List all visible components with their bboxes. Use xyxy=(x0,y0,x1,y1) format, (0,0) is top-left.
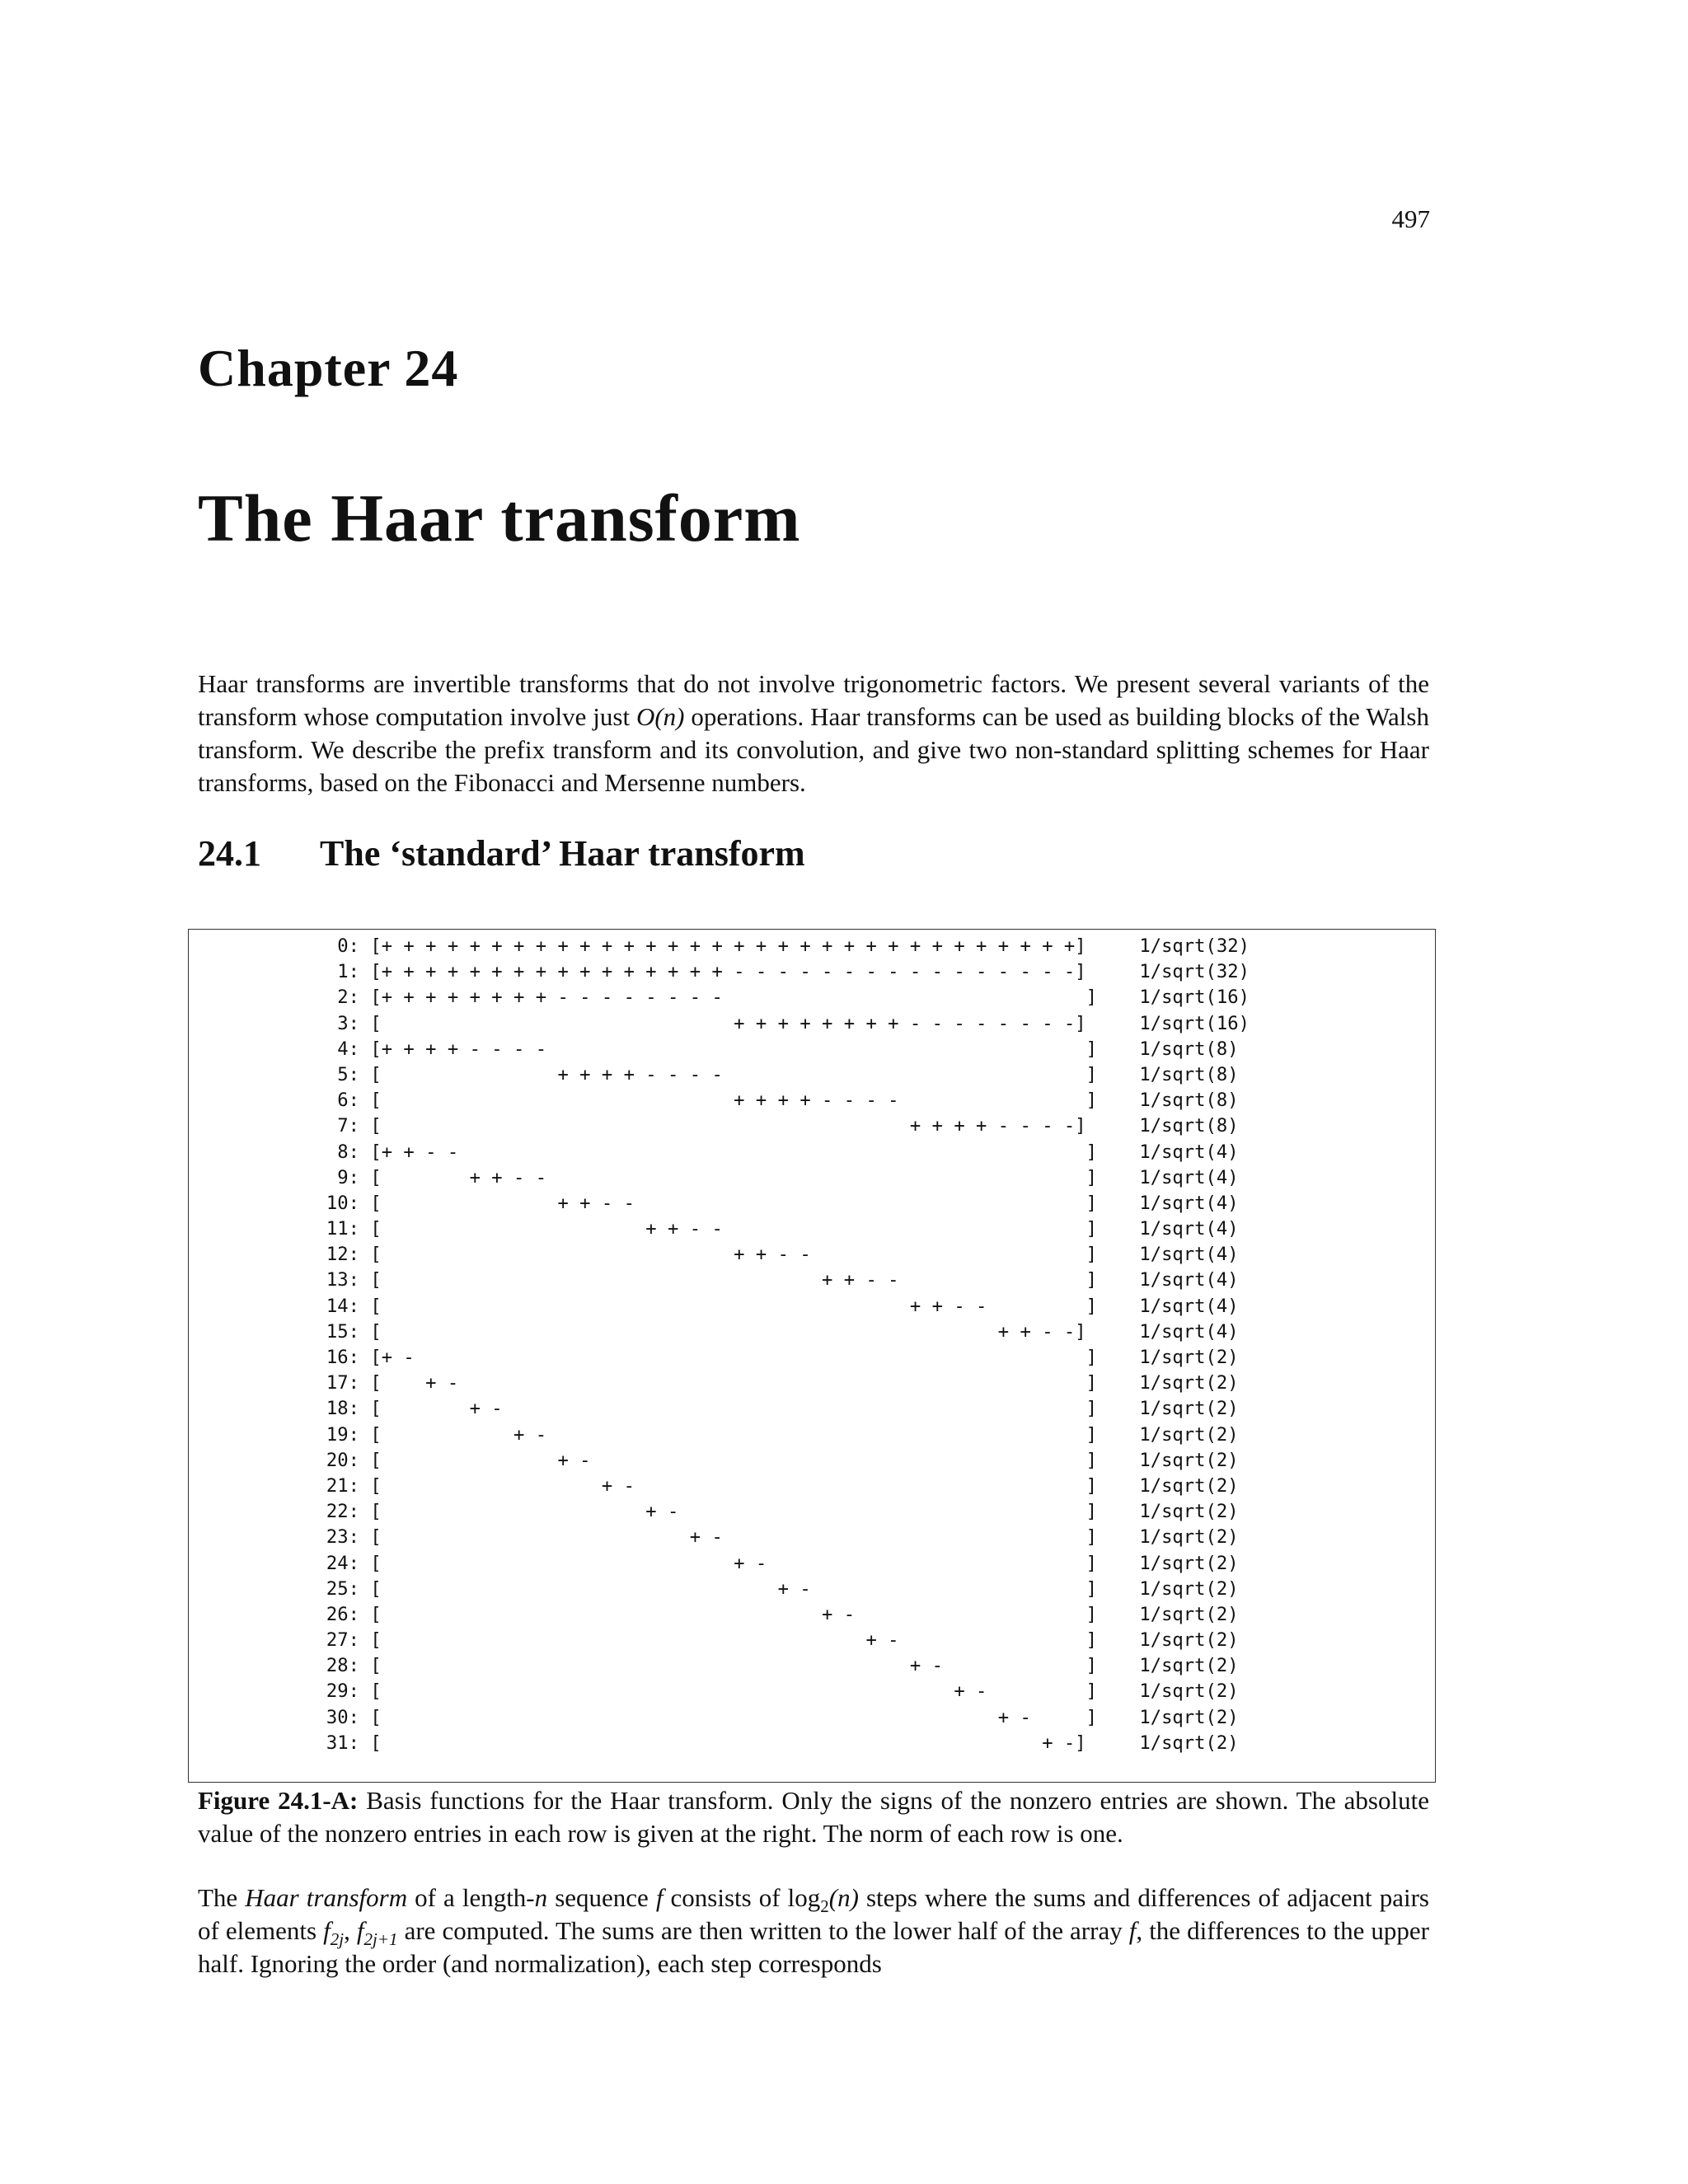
row-signs: [ + - ] xyxy=(370,1526,1097,1549)
row-index: 23: xyxy=(326,1526,359,1549)
row-norm: 1/sqrt(16) xyxy=(1139,987,1250,1009)
row-index: 13: xyxy=(326,1269,359,1291)
body-text: of a length- xyxy=(407,1883,535,1912)
row-norm: 1/sqrt(8) xyxy=(1139,1090,1239,1112)
row-signs: [ + + - - ] xyxy=(370,1269,1097,1291)
basis-row xyxy=(198,1319,1250,1345)
row-norm: 1/sqrt(2) xyxy=(1139,1474,1239,1497)
section-number: 24.1 xyxy=(198,833,261,874)
basis-row xyxy=(198,1345,1250,1371)
math-var: (n) xyxy=(828,1883,859,1912)
row-index: 30: xyxy=(326,1706,359,1728)
basis-row xyxy=(198,1396,1250,1422)
row-norm: 1/sqrt(32) xyxy=(1139,961,1250,983)
row-norm: 1/sqrt(32) xyxy=(1139,935,1250,957)
math-var: f xyxy=(655,1883,663,1912)
body-emphasis: Haar transform xyxy=(245,1883,408,1912)
row-index: 5: xyxy=(337,1063,359,1085)
row-norm: 1/sqrt(2) xyxy=(1139,1347,1239,1368)
row-index: 29: xyxy=(326,1680,359,1703)
math-subscript: 2j xyxy=(330,1929,345,1950)
row-norm: 1/sqrt(8) xyxy=(1139,1063,1239,1085)
math-subscript: 2 xyxy=(820,1896,829,1917)
row-signs: [ + - ] xyxy=(370,1680,1097,1703)
row-signs: [ + + - - ] xyxy=(370,1192,1097,1214)
body-paragraph xyxy=(198,1882,1429,1980)
basis-row xyxy=(198,1653,1250,1679)
row-norm: 1/sqrt(2) xyxy=(1139,1501,1239,1523)
basis-row xyxy=(198,1216,1250,1242)
row-signs: [ + - ] xyxy=(370,1501,1097,1523)
basis-row xyxy=(198,1602,1250,1628)
basis-row xyxy=(198,1474,1250,1499)
row-signs: [ + - ] xyxy=(370,1603,1097,1625)
row-index: 16: xyxy=(326,1347,359,1368)
row-index: 10: xyxy=(326,1192,359,1214)
basis-row xyxy=(198,1499,1250,1525)
row-signs: [+ + - - ] xyxy=(370,1141,1097,1163)
row-signs: [ + + + + - - - - ] xyxy=(370,1063,1097,1085)
row-norm: 1/sqrt(2) xyxy=(1139,1526,1239,1549)
row-signs: [ + - ] xyxy=(370,1655,1097,1677)
row-norm: 1/sqrt(4) xyxy=(1139,1218,1239,1240)
basis-row xyxy=(198,1011,1250,1037)
body-text: , the differences to the upper half. Ignoring the order (and normalization), each step corresponds xyxy=(198,1916,1429,1978)
figure-caption xyxy=(198,1784,1429,1850)
basis-row xyxy=(198,1551,1250,1577)
row-norm: 1/sqrt(8) xyxy=(1139,1038,1239,1060)
abstract-text-1: Haar transforms are invertible transforms that do not involve trigonometric factors. We present several variants of the transform whose computation involve just xyxy=(198,669,1429,731)
basis-row xyxy=(198,1679,1250,1704)
row-signs: [+ + + + + + + + - - - - - - - - ] xyxy=(370,987,1097,1009)
row-index: 8: xyxy=(337,1141,359,1163)
row-signs: [ + - ] xyxy=(370,1449,1097,1471)
row-signs: [ + - ] xyxy=(370,1577,1097,1600)
row-signs: [ + - ] xyxy=(370,1629,1097,1652)
section-title: The ‘standard’ Haar transform xyxy=(320,833,805,874)
row-signs: [ + -] xyxy=(370,1732,1086,1754)
basis-row xyxy=(198,1191,1250,1216)
row-norm: 1/sqrt(2) xyxy=(1139,1552,1239,1574)
row-index: 7: xyxy=(337,1115,359,1137)
basis-row xyxy=(198,1037,1250,1062)
row-norm: 1/sqrt(8) xyxy=(1139,1115,1239,1137)
row-norm: 1/sqrt(2) xyxy=(1139,1680,1239,1703)
row-norm: 1/sqrt(4) xyxy=(1139,1320,1239,1343)
page-number: 497 xyxy=(1391,204,1430,233)
basis-row xyxy=(198,1422,1250,1448)
basis-row xyxy=(198,934,1250,959)
row-norm: 1/sqrt(2) xyxy=(1139,1423,1239,1446)
body-text: consists of log xyxy=(663,1883,821,1912)
row-signs: [ + + - -] xyxy=(370,1320,1086,1343)
row-signs: [ + + + + + + + + - - - - - - - -] xyxy=(370,1012,1086,1034)
row-index: 2: xyxy=(337,987,359,1009)
basis-row xyxy=(198,1088,1250,1113)
row-norm: 1/sqrt(2) xyxy=(1139,1372,1239,1394)
chapter-title: The Haar transform xyxy=(198,480,801,555)
row-norm: 1/sqrt(2) xyxy=(1139,1732,1239,1754)
row-norm: 1/sqrt(4) xyxy=(1139,1295,1239,1317)
basis-row xyxy=(198,1294,1250,1319)
section-heading xyxy=(198,832,805,874)
math-subscript: 2j+1 xyxy=(363,1929,398,1950)
abstract-math: O(n) xyxy=(635,702,685,731)
row-signs: [ + - ] xyxy=(370,1706,1097,1728)
row-norm: 1/sqrt(4) xyxy=(1139,1269,1239,1291)
row-signs: [ + + - - ] xyxy=(370,1295,1097,1317)
row-index: 27: xyxy=(326,1629,359,1652)
row-norm: 1/sqrt(2) xyxy=(1139,1398,1239,1420)
math-var: n xyxy=(534,1883,548,1912)
figure-caption-label: Figure 24.1-A: xyxy=(198,1786,359,1815)
row-signs: [ + + - - ] xyxy=(370,1244,1097,1266)
row-signs: [ + - ] xyxy=(370,1552,1097,1574)
row-index: 9: xyxy=(337,1166,359,1188)
row-signs: [ + + - - ] xyxy=(370,1166,1097,1188)
haar-basis-table xyxy=(198,934,1250,1756)
row-signs: [+ - ] xyxy=(370,1347,1097,1368)
row-signs: [ + + + + - - - -] xyxy=(370,1115,1086,1137)
row-signs: [+ + + + + + + + + + + + + + + + + + + + + + + + + + + + + + + +] xyxy=(370,935,1086,957)
basis-row xyxy=(198,1731,1250,1756)
row-index: 17: xyxy=(326,1372,359,1394)
basis-row xyxy=(198,1062,1250,1088)
row-norm: 1/sqrt(4) xyxy=(1139,1192,1239,1214)
math-var: f xyxy=(323,1916,331,1945)
row-signs: [ + - ] xyxy=(370,1398,1097,1420)
row-signs: [ + - ] xyxy=(370,1423,1097,1446)
row-index: 22: xyxy=(326,1501,359,1523)
row-index: 0: xyxy=(337,935,359,957)
row-norm: 1/sqrt(2) xyxy=(1139,1449,1239,1471)
basis-row xyxy=(198,1705,1250,1731)
row-norm: 1/sqrt(2) xyxy=(1139,1655,1239,1677)
math-var: f xyxy=(356,1916,364,1945)
body-text: The xyxy=(198,1883,246,1912)
row-index: 3: xyxy=(337,1012,359,1034)
basis-row xyxy=(198,1577,1250,1602)
row-index: 11: xyxy=(326,1218,359,1240)
row-index: 19: xyxy=(326,1423,359,1446)
row-index: 6: xyxy=(337,1090,359,1112)
basis-row xyxy=(198,1242,1250,1268)
row-norm: 1/sqrt(2) xyxy=(1139,1706,1239,1728)
abstract xyxy=(198,668,1429,799)
row-index: 18: xyxy=(326,1398,359,1420)
row-index: 20: xyxy=(326,1449,359,1471)
row-index: 25: xyxy=(326,1577,359,1600)
basis-row xyxy=(198,1628,1250,1653)
row-index: 26: xyxy=(326,1603,359,1625)
row-signs: [ + - ] xyxy=(370,1474,1097,1497)
row-index: 1: xyxy=(337,961,359,983)
abstract-text-2: operations. Haar transforms can be used as building blocks of the Walsh transform. We describe the prefix transform and its convolution, and give two non-standard splitting schemes for Haar transforms, based on the Fibonacci and Mersenne numbers. xyxy=(198,702,1429,797)
basis-row xyxy=(198,1140,1250,1165)
row-index: 14: xyxy=(326,1295,359,1317)
row-index: 15: xyxy=(326,1320,359,1343)
chapter-label: Chapter 24 xyxy=(198,339,459,397)
basis-row xyxy=(198,1525,1250,1550)
row-index: 12: xyxy=(326,1244,359,1266)
basis-row xyxy=(198,959,1250,985)
basis-row xyxy=(198,1371,1250,1396)
row-signs: [ + + - - ] xyxy=(370,1218,1097,1240)
row-norm: 1/sqrt(2) xyxy=(1139,1603,1239,1625)
row-norm: 1/sqrt(2) xyxy=(1139,1629,1239,1652)
row-index: 21: xyxy=(326,1474,359,1497)
row-signs: [+ + + + - - - - ] xyxy=(370,1038,1097,1060)
basis-row xyxy=(198,985,1250,1010)
row-index: 24: xyxy=(326,1552,359,1574)
body-text: steps where the sums and differences of adjacent pairs of elements xyxy=(198,1883,1429,1945)
math-var: f xyxy=(1128,1916,1137,1945)
row-norm: 1/sqrt(16) xyxy=(1139,1012,1250,1034)
basis-row xyxy=(198,1268,1250,1293)
body-text: sequence xyxy=(547,1883,656,1912)
basis-row xyxy=(198,1448,1250,1474)
body-text: are computed. The sums are then written to the lower half of the array xyxy=(397,1916,1129,1945)
row-index: 28: xyxy=(326,1655,359,1677)
row-norm: 1/sqrt(4) xyxy=(1139,1166,1239,1188)
body-text: , xyxy=(344,1916,357,1945)
figure-caption-text: Basis functions for the Haar transform. Only the signs of the nonzero entries are shown. The absolute value of the nonzero entries in each row is given at the right. The norm of each row is one. xyxy=(198,1786,1429,1848)
basis-row xyxy=(198,1113,1250,1139)
row-index: 31: xyxy=(326,1732,359,1754)
row-index: 4: xyxy=(337,1038,359,1060)
row-signs: [ + + + + - - - - ] xyxy=(370,1090,1097,1112)
row-signs: [ + - ] xyxy=(370,1372,1097,1394)
row-norm: 1/sqrt(4) xyxy=(1139,1244,1239,1266)
row-signs: [+ + + + + + + + + + + + + + + + - - - - - - - - - - - - - - - -] xyxy=(370,961,1086,983)
basis-row xyxy=(198,1165,1250,1191)
row-norm: 1/sqrt(2) xyxy=(1139,1577,1239,1600)
row-norm: 1/sqrt(4) xyxy=(1139,1141,1239,1163)
